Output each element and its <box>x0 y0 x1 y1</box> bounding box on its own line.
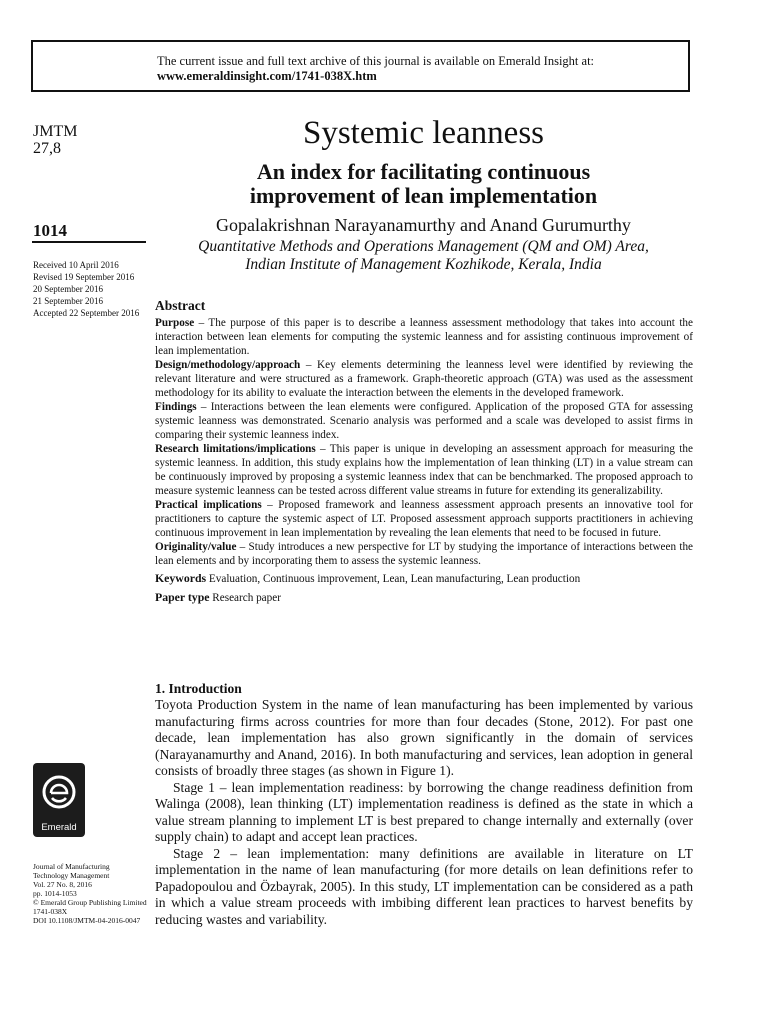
journal-citation-info <box>33 862 147 925</box>
affiliation-line: Quantitative Methods and Operations Management (QM and OM) Area, <box>198 238 649 255</box>
paper-title: Systemic leanness <box>302 115 545 151</box>
separator: – <box>236 541 249 553</box>
date-line: Received 10 April 2016 <box>33 260 119 270</box>
section-text: This paper is unique in developing an assessment approach for measuring the systemic leanness. In addition, this study explains how the implementation of lean thinking (LT) in a value stream can be continuously improved by proposing a systemic leanness index that can be benchmarked. The proposed approach to measure systemic leanness can be tested across different value streams in future for extending its generalizability. <box>155 443 693 497</box>
author-affiliation <box>155 238 692 274</box>
affiliation-line: Indian Institute of Management Kozhikode, Kerala, India <box>245 256 602 273</box>
info-line: Technology Management <box>33 871 110 880</box>
separator: – <box>194 317 209 329</box>
separator: – <box>196 401 211 413</box>
section-label: Design/methodology/approach <box>155 359 301 371</box>
date-line: Revised 19 September 2016 <box>33 272 135 282</box>
journal-url-link[interactable]: www.emeraldinsight.com/1741-038X.htm <box>157 69 377 83</box>
body-paragraph: Stage 2 – lean implementation: many definitions are available in literature on LT implementation in the name of lean manufacturing (for more details on lean definitions refer to Papadopoulou and Özbayrak, 2005). In this study, LT implementation can be considered as a path in which a value stream proceeds with imbibing different lean practices to harvest benefits by reducing wastes and variability. <box>155 845 693 927</box>
separator: – <box>315 443 330 455</box>
submission-dates <box>33 259 139 319</box>
subtitle-line: An index for facilitating continuous <box>256 159 591 184</box>
journal-abbreviation-block <box>33 123 77 157</box>
abstract-heading: Abstract <box>155 298 206 313</box>
publisher-logo <box>33 763 85 837</box>
access-notice-text: The current issue and full text archive of this journal is available on Emerald Insight at: <box>157 54 595 68</box>
section-label: Practical implications <box>155 499 262 511</box>
info-line: Vol. 27 No. 8, 2016 <box>33 880 92 889</box>
keywords-text: Evaluation, Continuous improvement, Lean, Lean manufacturing, Lean production <box>208 573 581 585</box>
section-text: Key elements determining the leanness level were identified by reviewing the relevant literature and were structured as a framework. Graph-theoretic approach (GTA) was used as the assessment methodology for its ability to evaluate the interaction between the elements in the developed framework. <box>155 359 694 399</box>
abstract-section <box>155 297 693 605</box>
abstract-design <box>155 358 693 400</box>
keywords-label: Keywords <box>155 571 207 585</box>
section-label: Findings <box>155 401 197 413</box>
info-line: pp. 1014-1053 <box>33 889 77 898</box>
doi-line: DOI 10.1108/JMTM-04-2016-0047 <box>33 916 141 925</box>
subtitle-line: improvement of lean implementation <box>249 183 598 208</box>
date-line: Accepted 22 September 2016 <box>33 308 140 318</box>
paper-type <box>155 590 693 605</box>
section-label: Originality/value <box>155 541 237 553</box>
introduction-heading: 1. Introduction <box>155 681 242 696</box>
section-text: The purpose of this paper is to describe a leanness assessment methodology that takes into account the interaction between lean elements for computing the systemic leanness and for assisting continuous improvement of lean implementation. <box>155 317 693 357</box>
section-text: Study introduces a new perspective for LT by studying the importance of interactions between the lean elements and by incorporating them to assess the systemic leanness. <box>155 541 694 567</box>
date-line: 20 September 2016 <box>33 284 103 294</box>
volume-issue: 27,8 <box>33 140 61 157</box>
date-line: 21 September 2016 <box>33 296 103 306</box>
section-text: Interactions between the lean elements were configured. Application of the proposed GTA for assessing systemic leanness was demonstrated. Scenario analysis was performed and a scale was developed to assist firms in comparing their systemic leanness index. <box>155 401 694 441</box>
info-line: 1741-038X <box>33 907 68 916</box>
paper-type-label: Paper type <box>155 590 210 604</box>
section-label: Research limitations/implications <box>155 443 316 455</box>
emerald-e-icon <box>40 771 78 815</box>
abstract-findings <box>155 400 693 442</box>
logo-label: Emerald <box>41 822 77 833</box>
introduction-section <box>155 680 693 928</box>
abstract-originality <box>155 540 693 568</box>
page-number-rule <box>32 241 146 243</box>
page-number: 1014 <box>33 221 67 240</box>
abstract-limitations <box>155 442 693 498</box>
info-line: © Emerald Group Publishing Limited <box>33 898 147 907</box>
abstract-practical <box>155 498 693 540</box>
abstract-purpose <box>155 316 693 358</box>
section-text: Proposed framework and leanness assessment approach presents an innovative tool for practitioners to capture the systemic aspect of LT. Proposed assessment approach supports practitioners in achieving continuous improvement in lean implementation by revealing the lean elements that need to be focused in future. <box>155 499 693 539</box>
body-paragraph: Toyota Production System in the name of lean manufacturing has been implemented by various manufacturing firms across countries for more than four decades (Stone, 2012). For past one decade, lean implementation has also grown significantly in the domain of services (Narayanamurthy and Anand, 2016). In both manufacturing and services, lean adoption in general consists of broadly three stages (as shown in Figure 1). <box>155 697 693 778</box>
separator: – <box>300 359 318 371</box>
section-label: Purpose <box>155 317 195 329</box>
paper-type-text: Research paper <box>212 592 281 604</box>
separator: – <box>261 499 279 511</box>
journal-access-notice <box>31 40 690 92</box>
info-line: Journal of Manufacturing <box>33 862 110 871</box>
author-names: Gopalakrishnan Narayanamurthy and Anand Gurumurthy <box>216 215 631 235</box>
paper-subtitle <box>155 160 692 208</box>
keywords <box>155 571 693 586</box>
journal-abbrev: JMTM <box>33 123 78 140</box>
body-paragraph: Stage 1 – lean implementation readiness: by borrowing the change readiness definition from Walinga (2008), lean thinking (LT) implementation readiness is defined as the state in which a value stream planning to implement LT is best prepared to change internally and externally (over supply chain) to adapt and accept lean practices. <box>155 779 693 844</box>
